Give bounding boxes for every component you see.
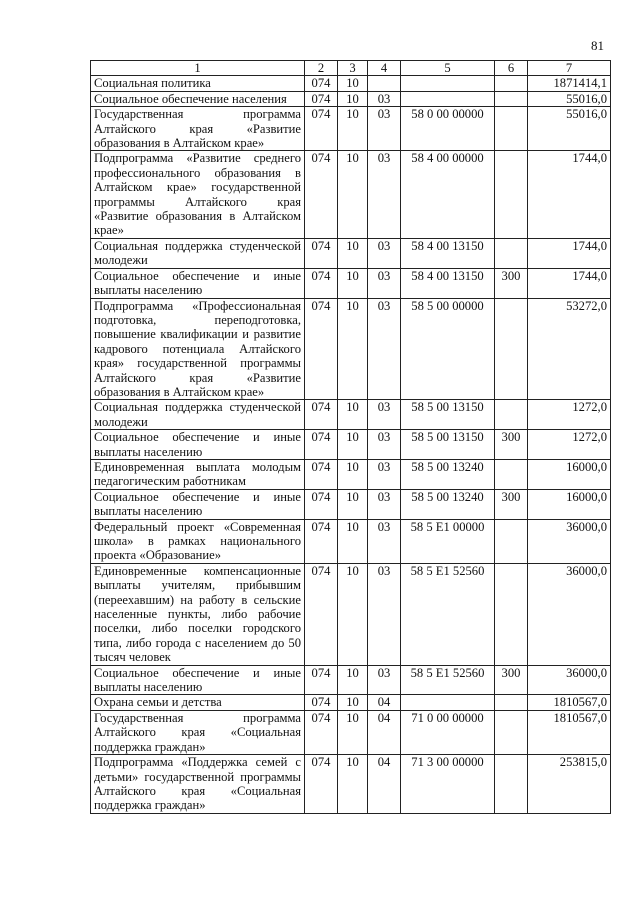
row-code-expense-type [495, 238, 528, 268]
row-code-expense-type [495, 695, 528, 710]
header-cell: 2 [305, 61, 338, 76]
row-code-target [401, 76, 495, 91]
row-code-section: 10 [338, 76, 368, 91]
row-code-subsection: 03 [368, 430, 401, 460]
row-code-subsection: 03 [368, 107, 401, 151]
table-row [91, 91, 611, 106]
row-code-expense-type: 300 [495, 665, 528, 695]
row-code-ministry: 074 [305, 298, 338, 400]
row-code-section: 10 [338, 298, 368, 400]
header-cell: 1 [91, 61, 305, 76]
row-name: Подпрограмма «Профессиональная подготовка, переподготовка, повышение квалификации и развитие кадрового потенциала Алтайского края» государственной программы Алтайского края «Развитие образования в Алтайском крае» [91, 298, 305, 400]
row-amount: 1744,0 [528, 268, 611, 298]
row-amount: 1871414,1 [528, 76, 611, 91]
row-amount: 16000,0 [528, 459, 611, 489]
row-code-expense-type: 300 [495, 268, 528, 298]
row-name: Социальное обеспечение и иные выплаты населению [91, 430, 305, 460]
row-name: Единовременная выплата молодым педагогическим работникам [91, 459, 305, 489]
row-name: Социальная поддержка студенческой молодежи [91, 238, 305, 268]
row-code-ministry: 074 [305, 695, 338, 710]
row-code-section: 10 [338, 430, 368, 460]
row-code-ministry: 074 [305, 238, 338, 268]
row-code-ministry: 074 [305, 489, 338, 519]
row-code-target: 58 0 00 00000 [401, 107, 495, 151]
row-code-target: 58 5 00 00000 [401, 298, 495, 400]
row-code-subsection: 03 [368, 298, 401, 400]
row-amount: 1744,0 [528, 238, 611, 268]
row-code-ministry: 074 [305, 710, 338, 754]
header-cell: 4 [368, 61, 401, 76]
row-code-expense-type [495, 755, 528, 814]
row-amount: 36000,0 [528, 563, 611, 665]
row-code-subsection [368, 76, 401, 91]
row-code-subsection: 03 [368, 519, 401, 563]
row-amount: 55016,0 [528, 91, 611, 106]
row-code-subsection: 03 [368, 400, 401, 430]
row-code-target: 71 3 00 00000 [401, 755, 495, 814]
table-row [91, 400, 611, 430]
row-code-section: 10 [338, 459, 368, 489]
row-amount: 1810567,0 [528, 695, 611, 710]
row-code-ministry: 074 [305, 400, 338, 430]
row-code-section: 10 [338, 238, 368, 268]
row-amount: 1744,0 [528, 151, 611, 238]
row-amount: 53272,0 [528, 298, 611, 400]
table-row [91, 238, 611, 268]
row-name: Подпрограмма «Развитие среднего профессионального образования в Алтайском крае» государственной программы Алтайского края «Развитие образования в Алтайском крае» [91, 151, 305, 238]
row-name: Социальное обеспечение и иные выплаты населению [91, 489, 305, 519]
row-name: Охрана семьи и детства [91, 695, 305, 710]
row-code-section: 10 [338, 519, 368, 563]
row-code-target: 58 5 E1 52560 [401, 563, 495, 665]
row-code-expense-type [495, 519, 528, 563]
row-code-target: 58 4 00 00000 [401, 151, 495, 238]
row-code-subsection: 04 [368, 695, 401, 710]
row-code-target: 58 5 00 13150 [401, 400, 495, 430]
row-code-target [401, 91, 495, 106]
table-row [91, 459, 611, 489]
row-code-ministry: 074 [305, 76, 338, 91]
row-name: Государственная программа Алтайского края «Социальная поддержка граждан» [91, 710, 305, 754]
row-code-ministry: 074 [305, 268, 338, 298]
row-code-expense-type [495, 710, 528, 754]
row-code-subsection: 03 [368, 489, 401, 519]
row-code-expense-type [495, 107, 528, 151]
table-row [91, 151, 611, 238]
row-code-subsection: 03 [368, 151, 401, 238]
row-code-expense-type [495, 151, 528, 238]
row-name: Подпрограмма «Поддержка семей с детьми» государственной программы Алтайского края «Социальная поддержка граждан» [91, 755, 305, 814]
page-number: 81 [591, 38, 604, 53]
row-code-subsection: 03 [368, 238, 401, 268]
row-code-expense-type [495, 459, 528, 489]
row-code-target: 71 0 00 00000 [401, 710, 495, 754]
row-code-ministry: 074 [305, 665, 338, 695]
row-name: Социальная поддержка студенческой молодежи [91, 400, 305, 430]
table-row [91, 563, 611, 665]
table-row [91, 519, 611, 563]
row-code-section: 10 [338, 665, 368, 695]
row-code-target: 58 5 E1 00000 [401, 519, 495, 563]
row-name: Социальная политика [91, 76, 305, 91]
row-code-target: 58 4 00 13150 [401, 268, 495, 298]
row-code-section: 10 [338, 107, 368, 151]
row-code-subsection: 04 [368, 755, 401, 814]
row-code-expense-type [495, 91, 528, 106]
row-code-ministry: 074 [305, 107, 338, 151]
table-row [91, 489, 611, 519]
row-code-expense-type [495, 563, 528, 665]
table-row [91, 268, 611, 298]
row-code-subsection: 03 [368, 665, 401, 695]
table-row [91, 107, 611, 151]
row-code-expense-type [495, 298, 528, 400]
table-row [91, 695, 611, 710]
row-amount: 55016,0 [528, 107, 611, 151]
row-code-subsection: 03 [368, 268, 401, 298]
row-code-section: 10 [338, 268, 368, 298]
header-cell: 5 [401, 61, 495, 76]
table-row [91, 76, 611, 91]
row-code-target: 58 5 E1 52560 [401, 665, 495, 695]
row-code-section: 10 [338, 563, 368, 665]
row-code-section: 10 [338, 695, 368, 710]
row-amount: 36000,0 [528, 665, 611, 695]
row-code-target [401, 695, 495, 710]
row-code-ministry: 074 [305, 755, 338, 814]
row-name: Государственная программа Алтайского края «Развитие образования в Алтайском крае» [91, 107, 305, 151]
row-amount: 16000,0 [528, 489, 611, 519]
row-code-target: 58 5 00 13240 [401, 459, 495, 489]
table-row [91, 755, 611, 814]
budget-table [90, 60, 611, 814]
row-amount: 1272,0 [528, 430, 611, 460]
table-row [91, 665, 611, 695]
row-code-ministry: 074 [305, 151, 338, 238]
row-code-expense-type: 300 [495, 430, 528, 460]
table-row [91, 298, 611, 400]
row-amount: 253815,0 [528, 755, 611, 814]
row-code-section: 10 [338, 710, 368, 754]
row-name: Социальное обеспечение населения [91, 91, 305, 106]
row-amount: 36000,0 [528, 519, 611, 563]
row-code-section: 10 [338, 151, 368, 238]
row-code-target: 58 4 00 13150 [401, 238, 495, 268]
header-row [91, 61, 611, 76]
row-code-ministry: 074 [305, 91, 338, 106]
row-code-section: 10 [338, 91, 368, 106]
row-code-subsection: 04 [368, 710, 401, 754]
row-code-section: 10 [338, 489, 368, 519]
row-code-expense-type: 300 [495, 489, 528, 519]
row-code-subsection: 03 [368, 459, 401, 489]
header-cell: 3 [338, 61, 368, 76]
table-row [91, 710, 611, 754]
row-code-expense-type [495, 76, 528, 91]
header-cell: 6 [495, 61, 528, 76]
row-name: Социальное обеспечение и иные выплаты населению [91, 268, 305, 298]
row-code-target: 58 5 00 13150 [401, 430, 495, 460]
row-code-ministry: 074 [305, 563, 338, 665]
row-code-section: 10 [338, 755, 368, 814]
row-name: Социальное обеспечение и иные выплаты населению [91, 665, 305, 695]
header-cell: 7 [528, 61, 611, 76]
row-amount: 1810567,0 [528, 710, 611, 754]
row-code-expense-type [495, 400, 528, 430]
row-code-ministry: 074 [305, 459, 338, 489]
row-name: Единовременные компенсационные выплаты учителям, прибывшим (переехавшим) на работу в сельские населенные пункты, либо рабочие поселки, либо поселки городского типа, либо города с населением до 50 тысяч человек [91, 563, 305, 665]
row-code-subsection: 03 [368, 91, 401, 106]
row-code-subsection: 03 [368, 563, 401, 665]
row-amount: 1272,0 [528, 400, 611, 430]
row-code-ministry: 074 [305, 519, 338, 563]
row-code-ministry: 074 [305, 430, 338, 460]
table-row [91, 430, 611, 460]
row-name: Федеральный проект «Современная школа» в рамках национального проекта «Образование» [91, 519, 305, 563]
row-code-section: 10 [338, 400, 368, 430]
row-code-target: 58 5 00 13240 [401, 489, 495, 519]
